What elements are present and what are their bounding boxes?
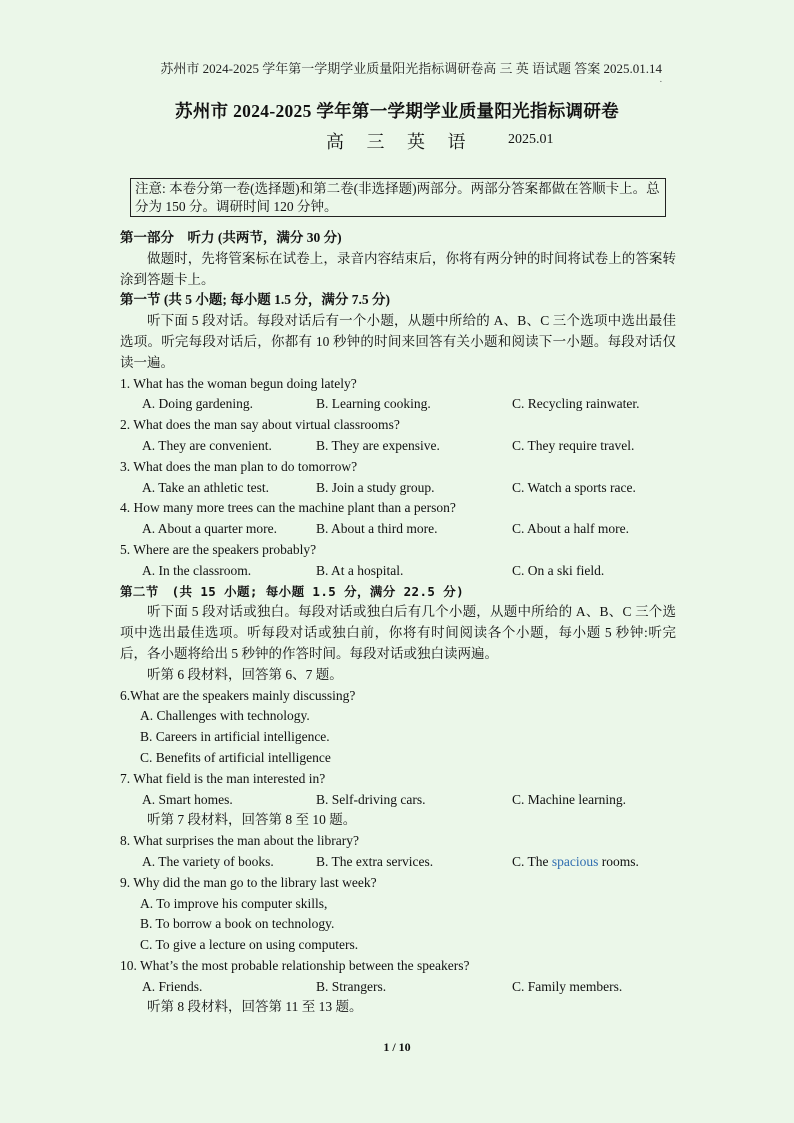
question-9-stem: 9. Why did the man go to the library last week? bbox=[120, 874, 377, 890]
option-b: B. To borrow a book on technology. bbox=[140, 916, 335, 932]
option-c-prefix: C. The bbox=[512, 853, 552, 869]
question-3-stem: 3. What does the man plan to do tomorrow? bbox=[120, 458, 358, 474]
question-3-options bbox=[120, 478, 676, 499]
option-b: B. The extra services. bbox=[316, 853, 434, 869]
question-4-stem: 4. How many more trees can the machine plant than a person? bbox=[120, 500, 456, 516]
option-c-suffix: rooms. bbox=[598, 853, 639, 869]
question-6-stem: 6.What are the speakers mainly discussing? bbox=[120, 687, 356, 703]
running-header: 苏州市 2024-2025 学年第一学期学业质量阳光指标调研卷高 三 英 语试题 答案 2025.01.14 bbox=[160, 61, 662, 76]
option-b: B. Self-driving cars. bbox=[316, 791, 426, 807]
option-a: A. Friends. bbox=[142, 978, 203, 994]
option-a: A. Doing gardening. bbox=[142, 396, 253, 412]
option-a: A. Smart homes. bbox=[142, 791, 233, 807]
header-dot: . bbox=[659, 74, 662, 84]
option-b: B. Join a study group. bbox=[316, 479, 435, 495]
question-5-stem: 5. Where are the speakers probably? bbox=[120, 541, 317, 557]
option-b: B. Learning cooking. bbox=[316, 396, 431, 412]
question-2-options bbox=[120, 436, 676, 457]
option-c: C. Family members. bbox=[512, 978, 623, 994]
option-c: C. Recycling rainwater. bbox=[512, 396, 640, 412]
question-8-options bbox=[120, 852, 676, 873]
section1-heading: 第一节 (共 5 小题; 每小题 1.5 分，满分 7.5 分) bbox=[120, 292, 390, 308]
option-c: C. Machine learning. bbox=[512, 791, 626, 807]
option-c: C. About a half more. bbox=[512, 521, 629, 537]
option-b: B. Careers in artificial intelligence. bbox=[140, 729, 330, 745]
option-c bbox=[512, 852, 639, 873]
page-number: 1 / 10 bbox=[383, 1040, 411, 1054]
question-5-options bbox=[120, 561, 676, 582]
option-b: B. At a hospital. bbox=[316, 562, 404, 578]
material-6-note: 听第 6 段材料，回答第 6、7 题。 bbox=[147, 666, 343, 682]
option-a: A. About a quarter more. bbox=[142, 521, 277, 537]
question-7-stem: 7. What field is the man interested in? bbox=[120, 770, 326, 786]
question-1-stem: 1. What has the woman begun doing lately? bbox=[120, 375, 357, 391]
question-4-options bbox=[120, 519, 676, 540]
exam-content bbox=[120, 228, 676, 1018]
material-8-note: 听第 8 段材料，回答第 11 至 13 题。 bbox=[147, 999, 363, 1015]
part1-instruction: 做题时，先将管案标在试卷上，录音内容结束后，你将有两分钟的时间将试卷上的答案转涂到答题卡上。 bbox=[120, 250, 676, 287]
option-a: A. Take an athletic test. bbox=[142, 479, 270, 495]
exam-title: 苏州市 2024-2025 学年第一学期学业质量阳光指标调研卷 bbox=[175, 101, 619, 121]
option-a: A. Challenges with technology. bbox=[140, 708, 310, 724]
option-a: A. They are convenient. bbox=[142, 437, 272, 453]
spacious-link[interactable]: spacious bbox=[551, 853, 599, 869]
option-a: A. The variety of books. bbox=[142, 853, 274, 869]
part1-heading: 第一部分 听力 (共两节，满分 30 分) bbox=[120, 230, 342, 245]
option-a: A. To improve his computer skills, bbox=[140, 895, 328, 911]
option-c: C. On a ski field. bbox=[512, 562, 605, 578]
option-b: B. Strangers. bbox=[316, 978, 387, 994]
question-10-stem: 10. What’s the most probable relationship between the speakers? bbox=[120, 957, 470, 973]
section1-instruction: 听下面 5 段对话。每段对话后有一个小题，从题中所给的 A、B、C 三个选项中选出最佳选项。听完每段对话后，你都有 10 秒钟的时间来回答有关小题和阅读下一小题。每段对话仅读一遍。 bbox=[120, 313, 676, 370]
section2-instruction: 听下面 5 段对话或独白。每段对话或独白后有几个小题，从题中所给的 A、B、C 三个选项中选出最佳选项。听每段对话或独白前，你将有时间阅读各个小题，每小题 5 秒钟:听完后，各小题将给出 5 秒钟的作答时间。每段对话或独白读两遍。 bbox=[120, 604, 676, 661]
question-7-options bbox=[120, 790, 676, 811]
option-a: A. In the classroom. bbox=[142, 562, 252, 578]
section2-heading: 第二节 (共 15 小题; 每小题 1.5 分，满分 22.5 分) bbox=[120, 583, 465, 599]
material-7-note: 听第 7 段材料，回答第 8 至 10 题。 bbox=[147, 812, 357, 828]
question-8-stem: 8. What surprises the man about the library? bbox=[120, 833, 359, 849]
option-c: C. They require travel. bbox=[512, 437, 635, 453]
subject-title: 高 三 英 语 bbox=[326, 132, 475, 152]
exam-date: 2025.01 bbox=[508, 132, 554, 147]
option-b: B. About a third more. bbox=[316, 521, 438, 537]
question-10-options bbox=[120, 977, 676, 998]
option-b: B. They are expensive. bbox=[316, 437, 440, 453]
option-c: C. To give a lecture on using computers. bbox=[140, 937, 359, 953]
option-c: C. Benefits of artificial intelligence bbox=[140, 749, 331, 765]
option-c: C. Watch a sports race. bbox=[512, 479, 636, 495]
question-2-stem: 2. What does the man say about virtual classrooms? bbox=[120, 417, 400, 433]
question-1-options bbox=[120, 394, 676, 415]
notice-box: 注意: 本卷分第一卷(选择题)和第二卷(非选择题)两部分。两部分答案都做在答顺卡上。总分为 150 分。调研时间 120 分钟。 bbox=[130, 178, 666, 217]
